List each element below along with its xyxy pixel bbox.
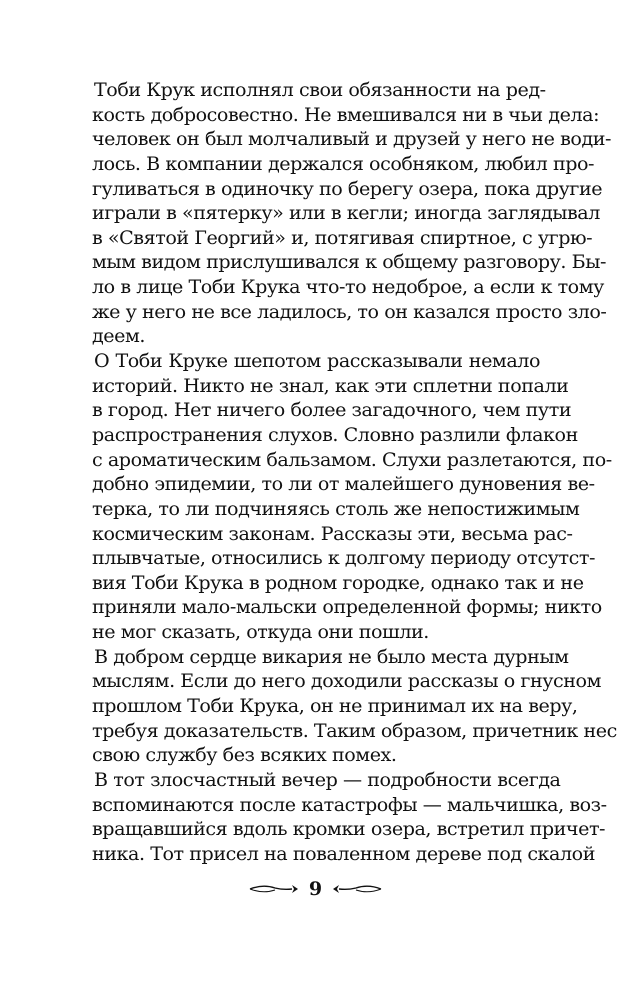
text-line: мым видом прислушивался к общему разговору. Бы- <box>92 250 606 274</box>
text-line: вращавшийся вдоль кромки озера, встретил причет- <box>92 817 606 841</box>
text-line: человек он был молчаливый и друзей у него не води- <box>92 127 612 151</box>
text-line: О Тоби Круке шепотом рассказывали немало <box>94 349 540 373</box>
text-line: в «Святой Георгий» и, потягивая спиртное, с угрю- <box>92 225 593 249</box>
paragraph-2 <box>92 349 612 645</box>
text-line: историй. Никто не знал, как эти сплетни попали <box>92 373 569 397</box>
flourish-right-icon <box>332 882 382 896</box>
text-line: кость добросовестно. Не вмешивался ни в чьи дела: <box>92 102 600 126</box>
paragraph-1 <box>92 78 612 349</box>
paragraph-3 <box>92 644 617 768</box>
page-footer <box>0 877 631 901</box>
flourish-left-icon <box>249 882 299 896</box>
text-line: гуливаться в одиночку по берегу озера, пока другие <box>92 176 603 200</box>
text-line: ника. Тот присел на поваленном дереве под скалой <box>92 841 595 865</box>
folio <box>249 878 382 900</box>
text-line: не мог сказать, откуда они пошли. <box>92 620 429 644</box>
text-line: с ароматическим бальзамом. Слухи разлетаются, по- <box>92 447 612 471</box>
text-line: Тоби Крук исполнял свои обязанности на ред- <box>94 78 546 101</box>
paragraph-4 <box>92 767 607 867</box>
text-line: деем. <box>92 324 146 348</box>
text-line: вия Тоби Крука в родном городке, однако так и не <box>92 570 584 594</box>
text-line: мыслям. Если до него доходили рассказы о гнусном <box>92 669 601 693</box>
text-line: плывчатые, относились к долгому периоду отсутст- <box>92 546 595 570</box>
text-line: требуя доказательств. Таким образом, причетник нес <box>92 718 617 742</box>
text-line: добно эпидемии, то ли от малейшего дуновения ве- <box>92 472 595 496</box>
text-line: лось. В компании держался особняком, любил про- <box>92 151 595 175</box>
text-line: космическим законам. Рассказы эти, весьма рас- <box>92 521 573 545</box>
text-line: приняли мало-мальски определенной формы; никто <box>92 595 602 619</box>
text-line: же у него не все ладилось, то он казался просто зло- <box>92 299 607 323</box>
text-line: в город. Нет ничего более загадочного, чем пути <box>92 398 572 422</box>
text-line: В добром сердце викария не было места дурным <box>94 644 569 668</box>
text-line: ло в лице Тоби Крука что-то недоброе, а если к тому <box>92 275 604 299</box>
page-text <box>92 78 617 867</box>
text-line: вспоминаются после катастрофы — мальчишка, воз- <box>92 792 607 816</box>
text-line: прошлом Тоби Крука, он не принимал их на веру, <box>92 694 578 718</box>
text-line: В тот злосчастный вечер — подробности всегда <box>94 767 561 791</box>
page-number: 9 <box>308 878 323 900</box>
text-line: распространения слухов. Словно разлили флакон <box>92 422 578 446</box>
text-line: свою службу без всяких помех. <box>92 743 397 767</box>
text-line: терка, то ли подчиняясь столь же непостижимым <box>92 496 580 520</box>
text-line: играли в «пятерку» или в кегли; иногда заглядывал <box>92 201 600 225</box>
